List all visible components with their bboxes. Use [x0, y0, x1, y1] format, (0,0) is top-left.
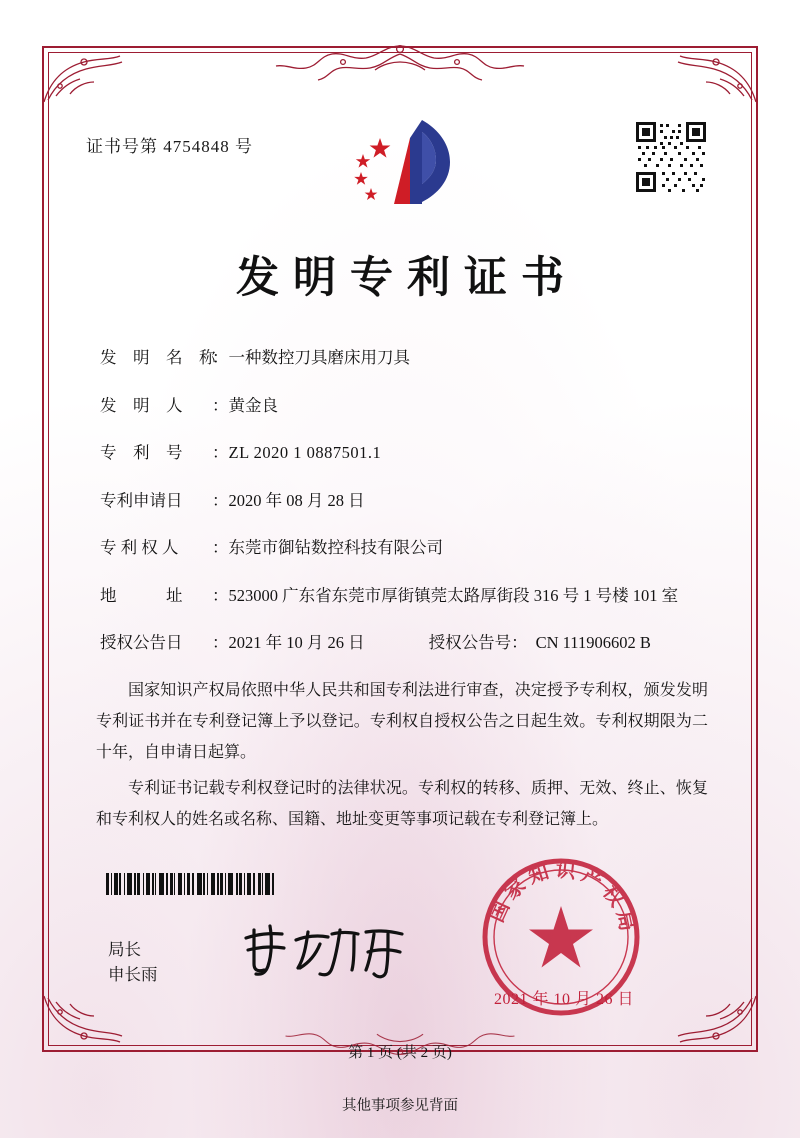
field-value: 2020 年 08 月 28 日 [228, 490, 365, 510]
field-label: 专 利 权 人 [100, 538, 179, 558]
field-colon: ： [212, 585, 229, 605]
field-label: 专 利 号 [100, 443, 183, 463]
field-colon: ： [212, 538, 229, 558]
field-inventor [100, 393, 704, 419]
field-grant-announcement [100, 630, 704, 656]
field-label: 发 明 名 称 [100, 348, 216, 367]
field-value: ZL 2020 1 0887501.1 [228, 443, 382, 463]
field-list [100, 345, 704, 678]
certificate-number: 证书号第 4754848 号 [86, 137, 253, 156]
seal-date: 2021 年 10 月 26 日 [494, 991, 635, 1008]
corner-ornament-icon [40, 42, 126, 106]
field-address [100, 583, 704, 609]
field-colon: ： [212, 443, 229, 463]
paragraph-1: 国家知识产权局依照中华人民共和国专利法进行审查，决定授予专利权，颁发发明专利证书并在专利登记簿上予以登记。专利权自授权公告之日起生效。专利权期限为二十年，自申请日起算。 [96, 682, 708, 762]
field-application-date [100, 488, 704, 514]
grant-number-value: CN 111906602 B [535, 633, 651, 653]
field-label: 地 址 [100, 585, 183, 605]
field-colon: ： [212, 348, 229, 367]
field-colon: ： [212, 490, 229, 510]
top-ornament-icon [235, 40, 565, 92]
field-invention-name [100, 345, 704, 371]
svg-text:国家知识产权局: 国家知识产权局 [485, 859, 639, 938]
director-label: 局长 [108, 940, 141, 959]
field-value: 东莞市御钻数控科技有限公司 [228, 538, 443, 558]
field-label: 发 明 人 [100, 395, 183, 415]
legal-text [96, 675, 708, 839]
field-value: 黄金良 [228, 395, 278, 415]
field-value: 523000 广东省东莞市厚街镇莞太路厚街段 316 号 1 号楼 101 室 [228, 585, 679, 605]
corner-ornament-icon [674, 42, 760, 106]
field-colon: ： [212, 395, 229, 415]
field-value: 一种数控刀具磨床用刀具 [228, 348, 410, 367]
page-title: 发明专利证书 [236, 255, 578, 302]
field-patentee [100, 535, 704, 561]
handwritten-signature-icon [236, 920, 416, 982]
field-patent-number [100, 440, 704, 466]
qr-code-icon [634, 120, 708, 194]
page-number: 第 1 页 (共 2 页) [348, 1045, 452, 1061]
signature-block [108, 938, 158, 988]
barcode [106, 873, 304, 895]
director-name: 申长雨 [108, 964, 158, 984]
field-label: 授权公告日 [100, 633, 183, 653]
field-colon: ： [212, 633, 229, 653]
field-value: 2021 年 10 月 26 日 [228, 633, 365, 653]
footer-note: 其他事项参见背面 [342, 1098, 458, 1114]
paragraph-2: 专利证书记载专利权登记时的法律状况。专利权的转移、质押、无效、终止、恢复和专利权人的姓名或名称、国籍、地址变更等事项记载在专利登记簿上。 [96, 779, 708, 828]
field-label: 专利申请日 [100, 490, 183, 510]
grant-number-label: 授权公告号： [428, 633, 528, 653]
cnipa-logo-icon [336, 112, 464, 216]
